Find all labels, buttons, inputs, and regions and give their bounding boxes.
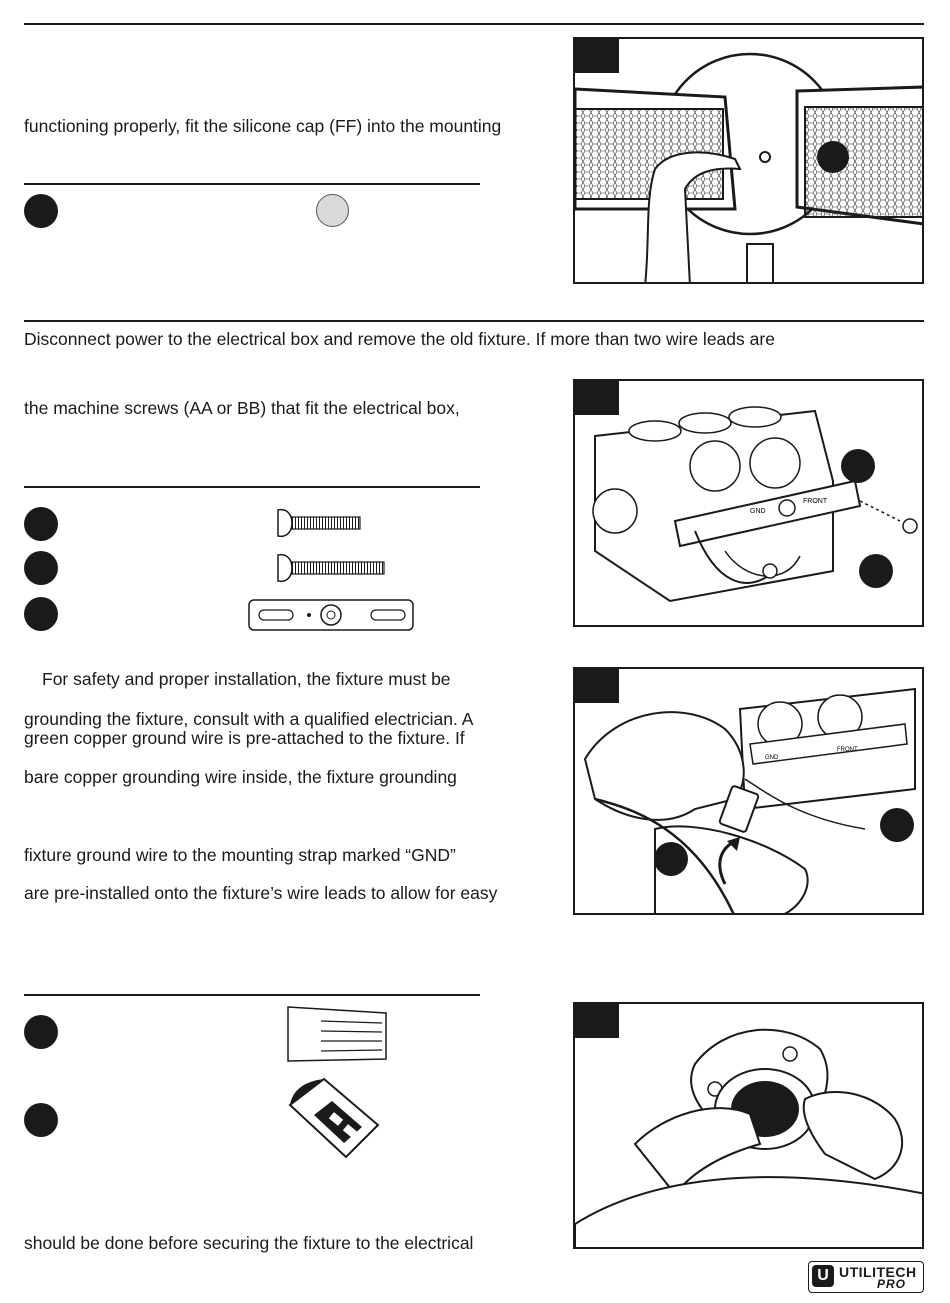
part-bullet-icon bbox=[24, 1103, 58, 1137]
brand-badge-icon: U bbox=[812, 1265, 834, 1287]
instruction-text: functioning properly, fit the silicone cap (FF) into the mounting bbox=[24, 116, 502, 136]
silicone-cap-icon bbox=[316, 194, 349, 227]
instruction-text: the machine screws (AA or BB) that fit the electrical box, bbox=[24, 398, 460, 418]
gnd-label: GND bbox=[765, 755, 779, 761]
figure-1-illustration bbox=[573, 37, 924, 284]
utilitech-pro-logo bbox=[808, 1261, 924, 1293]
instruction-text: fixture ground wire to the mounting strap marked “GND” bbox=[24, 845, 456, 865]
mounting-strap-icon bbox=[247, 596, 415, 634]
part-bullet-icon bbox=[24, 194, 58, 228]
front-label: FRONT bbox=[837, 747, 858, 753]
instruction-text: Disconnect power to the electrical box and remove the old fixture. If more than two wire leads are bbox=[24, 329, 775, 349]
section-divider-2 bbox=[24, 320, 924, 322]
gnd-label: GND bbox=[750, 508, 766, 515]
long-machine-screw-icon bbox=[276, 551, 388, 585]
parts-divider-3 bbox=[24, 994, 480, 996]
figure-3-illustration bbox=[573, 667, 924, 915]
front-label: FRONT bbox=[803, 498, 828, 505]
wire-stripper-gauge-icon bbox=[286, 1005, 390, 1063]
instruction-text: For safety and proper installation, the fixture must be bbox=[42, 669, 451, 689]
instruction-text: bare copper grounding wire inside, the fixture grounding bbox=[24, 767, 457, 787]
part-bullet-icon bbox=[24, 551, 58, 585]
parts-divider-2 bbox=[24, 486, 480, 488]
part-bullet-icon bbox=[24, 507, 58, 541]
instruction-text: grounding the fixture, consult with a qualified electrician. A bbox=[24, 709, 474, 729]
parts-divider-1 bbox=[24, 183, 480, 185]
figure-4-illustration bbox=[573, 1002, 924, 1249]
part-bullet-icon bbox=[24, 1015, 58, 1049]
short-machine-screw-icon bbox=[276, 506, 366, 540]
instruction-text: green copper ground wire is pre-attached to the fixture. If bbox=[24, 728, 465, 748]
section-divider-1 bbox=[24, 23, 924, 25]
brand-subname: PRO bbox=[877, 1277, 907, 1291]
instruction-text: are pre-installed onto the fixture’s wire leads to allow for easy bbox=[24, 883, 498, 903]
brand-name: UTILITECH bbox=[839, 1264, 917, 1280]
instruction-text: should be done before securing the fixture to the electrical bbox=[24, 1233, 474, 1253]
part-bullet-icon bbox=[24, 597, 58, 631]
push-in-wire-connector-icon bbox=[284, 1075, 384, 1161]
figure-2-illustration bbox=[573, 379, 924, 627]
